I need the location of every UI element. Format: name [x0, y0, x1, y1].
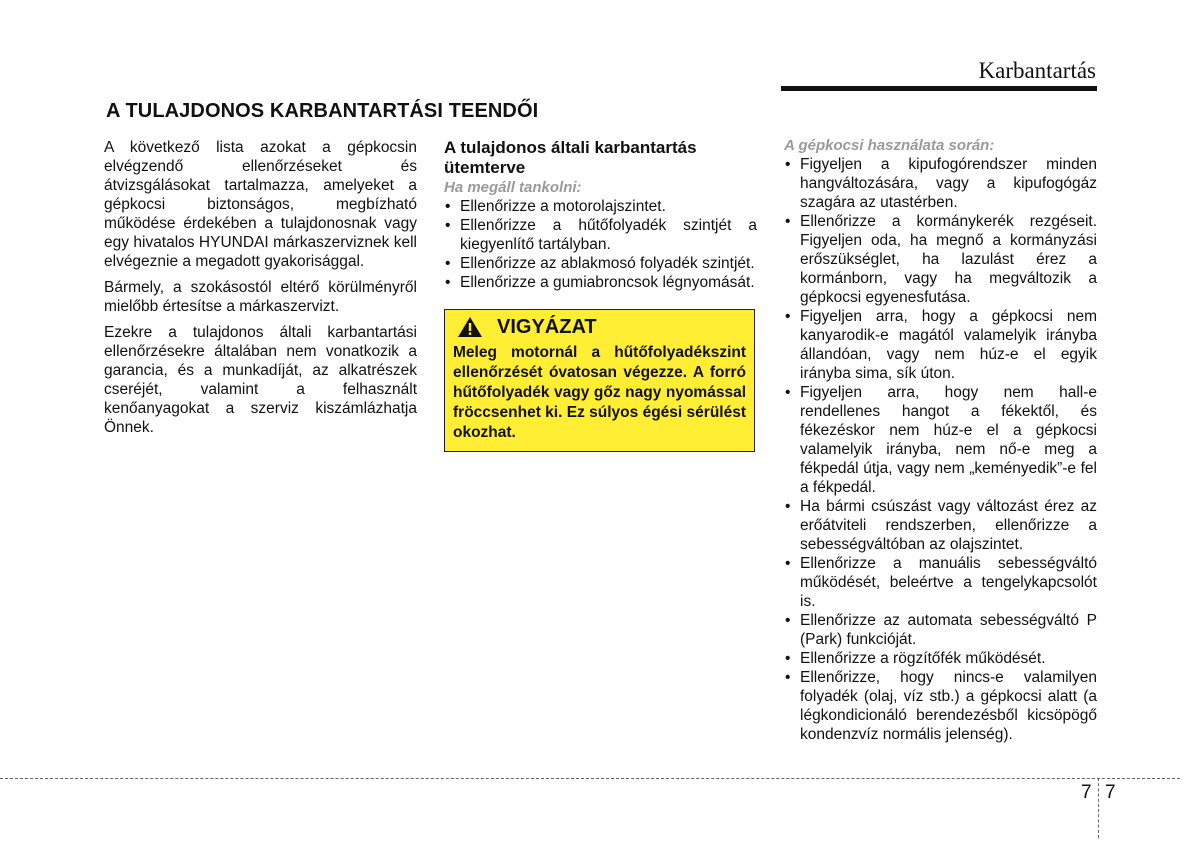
running-header: Karbantartás [978, 58, 1096, 83]
bullet-icon: • [445, 255, 451, 272]
list-item: • Ellenőrizze az ablakmosó folyadék szintjét. [445, 255, 755, 272]
header-rule [781, 86, 1097, 91]
refuel-heading: Ha megáll tankolni: [444, 179, 582, 196]
bullet-icon: • [785, 650, 791, 667]
bullet-icon: • [785, 384, 791, 401]
list-item: • Ellenőrizze, hogy nincs-e valamilyen folyadék (olaj, víz stb.) a gépkocsi alatt (a légkondicionáló berendezésből kicsöpögő kondenzvíz normális jelenség). [785, 669, 1097, 743]
bullet-icon: • [785, 669, 791, 686]
list-item: • Ellenőrizze a kormánykerék rezgéseit. Figyeljen oda, ha megnő a kormányzási erőszükséglet, ha lazulást érez a kormánborn, vagy ha megváltozik a gépkocsi egyenesfutása. [785, 213, 1097, 306]
footer-vertical-divider [1098, 778, 1099, 838]
warning-text: Meleg motornál a hűtőfolyadékszint ellenőrzését óvatosan végezze. A forró hűtőfolyadék vagy gőz nagy nyomással fröccsenhet ki. Ez súlyos égési sérülést okozhat. [453, 344, 746, 441]
driving-column [784, 136, 1097, 744]
intro-column [104, 138, 417, 444]
intro-paragraph: Ezekre a tulajdonos általi karbantartási ellenőrzésekre általában nem vonatkozik a garancia, és a munkadíját, az alkatrészek cseréjét, valamint a felhasznált kenőanyagokat a szerviz kiszámlázhatja Önnek. [104, 324, 417, 436]
warning-header [453, 316, 746, 338]
list-item: • Figyeljen arra, hogy a gépkocsi nem kanyarodik-e magától valamelyik irányba állandóan, vagy nem húz-e el egyik irányba sima, sík úton. [785, 308, 1097, 382]
schedule-title: A tulajdonos általi karbantartás ütemterve [444, 138, 697, 177]
bullet-icon: • [785, 612, 791, 629]
bullet-icon: • [785, 555, 791, 572]
bullet-icon: • [445, 217, 451, 234]
warning-title: VIGYÁZAT [497, 315, 597, 338]
section-title: A TULAJDONOS KARBANTARTÁSI TEENDŐI [106, 100, 539, 122]
list-item: • Figyeljen a kipufogórendszer minden hangváltozására, vagy a kipufogógáz szagára az utastérben. [785, 156, 1097, 211]
bullet-icon: • [785, 156, 791, 173]
intro-paragraph: A következő lista azokat a gépkocsin elvégzendő ellenőrzéseket és átvizsgálásokat tartalmazza, amelyeket a gépkocsi biztonságos, megbízható működése érdekében a tulajdonosnak vagy egy hivatalos HYUNDAI márkaszerviznek kell elvégeznie a megadott gyakorisággal. [104, 139, 417, 270]
footer-divider [0, 778, 1180, 779]
driving-list [784, 155, 1097, 744]
bullet-icon: • [785, 213, 791, 230]
list-item: • Ellenőrizze a motorolajszintet. [445, 198, 666, 215]
refuel-list [444, 197, 757, 292]
bullet-icon: • [785, 498, 791, 515]
driving-heading: A gépkocsi használata során: [784, 137, 995, 154]
warning-triangle-icon [457, 316, 483, 338]
list-item: • Ellenőrizze a rögzítőfék működését. [785, 650, 1046, 667]
bullet-icon: • [445, 274, 451, 291]
bullet-icon: • [785, 308, 791, 325]
list-item: • Ellenőrizze a hűtőfolyadék szintjét a kiegyenlítő tartályban. [445, 217, 757, 253]
list-item: • Figyeljen arra, hogy nem hall-e rendellenes hangot a fékektől, és fékezéskor nem húz-e el a gépkocsi valamelyik irányba, nem nő-e meg a fékpedál útja, vagy nem „keményedik”-e fel a fékpedál. [785, 384, 1097, 496]
schedule-column [444, 138, 757, 452]
list-item: • Ha bármi csúszást vagy változást érez az erőátviteli rendszerben, ellenőrizze a sebességváltóban az olajszintet. [785, 498, 1097, 553]
list-item: • Ellenőrizze az automata sebességváltó P (Park) funkcióját. [785, 612, 1097, 648]
bullet-icon: • [445, 198, 451, 215]
list-item: • Ellenőrizze a gumiabroncsok légnyomását. [445, 274, 755, 291]
chapter-number: 7 [1081, 782, 1092, 803]
warning-box [444, 309, 755, 452]
intro-paragraph: Bármely, a szokásostól eltérő körülményről mielőbb értesítse a márkaszervizt. [104, 279, 417, 315]
page-number: 7 [1105, 782, 1116, 803]
list-item: • Ellenőrizze a manuális sebességváltó működését, beleértve a tengelykapcsolót is. [785, 555, 1097, 610]
